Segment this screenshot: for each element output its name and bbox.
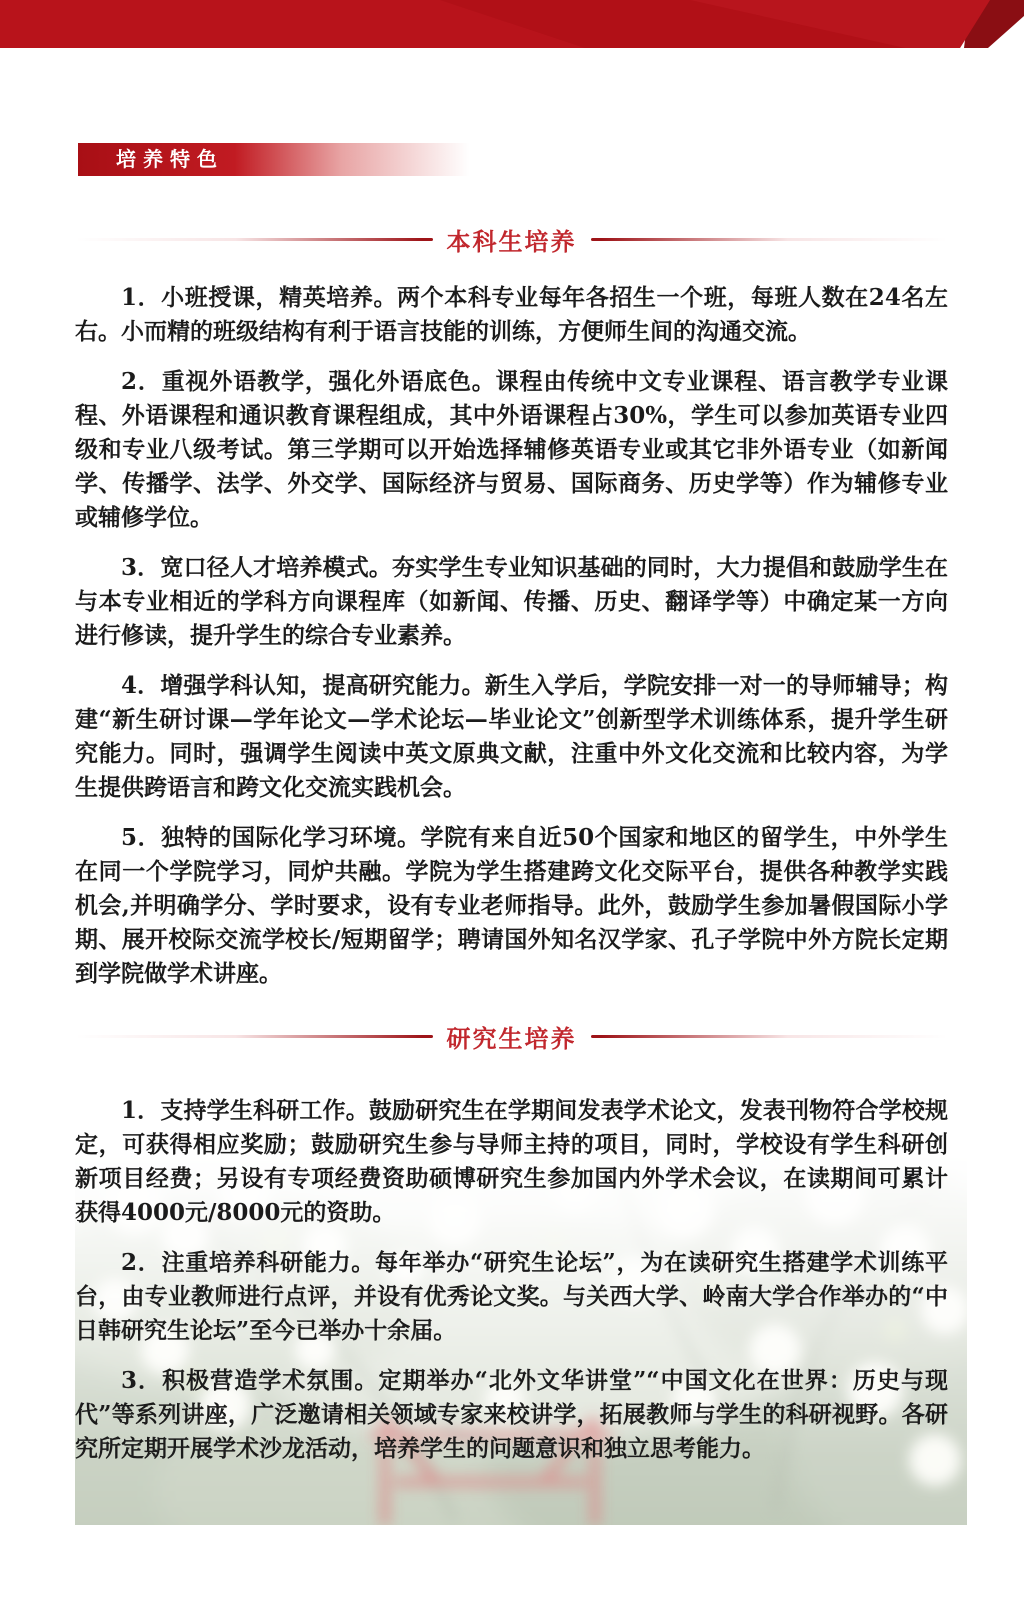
undergrad-paragraph-4: 4．增强学科认知，提高研究能力。新生入学后，学院安排一对一的导师辅导；构建“新生研讨课—学年论文—学术论坛—毕业论文”创新型学术训练体系，提升学生研究能力。同时，强调学生阅读中英文原典文献，注重中外文化交流和比较内容，为学生提供跨语言和跨文化交流实践机会。 (75, 672, 948, 801)
grad-heading-row (75, 1021, 948, 1051)
undergrad-paragraph-5: 5．独特的国际化学习环境。学院有来自近50个国家和地区的留学生，中外学生在同一个学院学习，同炉共融。学院为学生搭建跨文化交际平台，提供各种教学实践机会,并明确学分、学时要求，设有专业老师指导。此外，鼓励学生参加暑假国际小学期、展开校际交流学校长/短期留学；聘请国外知名汉学家、孔子学院中外方院长定期到学院做学术讲座。 (75, 824, 948, 987)
heading-divider-left (75, 1035, 433, 1038)
grad-paragraph-2: 2．注重培养科研能力。每年举办“研究生论坛”，为在读研究生搭建学术训练平台，由专业教师进行点评，并设有优秀论文奖。与关西大学、岭南大学合作举办的“中日韩研究生论坛”至今已举办十余届。 (75, 1249, 948, 1344)
grad-paragraph-1: 1．支持学生科研工作。鼓励研究生在学期间发表学术论文，发表刊物符合学校规定，可获得相应奖励；鼓励研究生参与导师主持的项目，同时，学校设有学生科研创新项目经费；另设有专项经费资助硕博研究生参加国内外学术会议，在读期间可累计获得4000元/8000元的资助。 (75, 1097, 948, 1226)
undergrad-paragraph-1: 1．小班授课，精英培养。两个本科专业每年各招生一个班，每班人数在24名左右。小而精的班级结构有利于语言技能的训练，方便师生间的沟通交流。 (75, 284, 948, 345)
undergrad-heading-row (75, 224, 948, 254)
heading-divider-left (75, 238, 433, 241)
section-label-banner (78, 143, 490, 176)
undergrad-paragraph-2: 2．重视外语教学，强化外语底色。课程由传统中文专业课程、语言教学专业课程、外语课程和通识教育课程组成，其中外语课程占30%，学生可以参加英语专业四级和专业八级考试。第三学期可以开始选择辅修英语专业或其它非外语专业（如新闻学、传播学、法学、外交学、国际经济与贸易、国际商务、历史学等）作为辅修专业或辅修学位。 (75, 368, 948, 531)
section-label-text: 培养特色 (116, 147, 224, 171)
undergrad-section (75, 224, 948, 991)
grad-heading-title: 研究生培养 (446, 1023, 577, 1053)
grad-paragraph-3: 3．积极营造学术氛围。定期举办“北外文华讲堂”“中国文化在世界：历史与现代”等系列讲座，广泛邀请相关领域专家来校讲学，拓展教师与学生的科研视野。各研究所定期开展学术沙龙活动，培养学生的问题意识和独立思考能力。 (75, 1367, 948, 1462)
grad-section (75, 1021, 948, 1466)
undergrad-paragraph-3: 3．宽口径人才培养模式。夯实学生专业知识基础的同时，大力提倡和鼓励学生在与本专业相近的学科方向课程库（如新闻、传播、历史、翻译学等）中确定某一方向进行修读，提升学生的综合专业素养。 (75, 554, 948, 649)
undergrad-heading-title: 本科生培养 (446, 226, 577, 256)
heading-divider-right (591, 238, 949, 241)
heading-divider-right (591, 1035, 949, 1038)
